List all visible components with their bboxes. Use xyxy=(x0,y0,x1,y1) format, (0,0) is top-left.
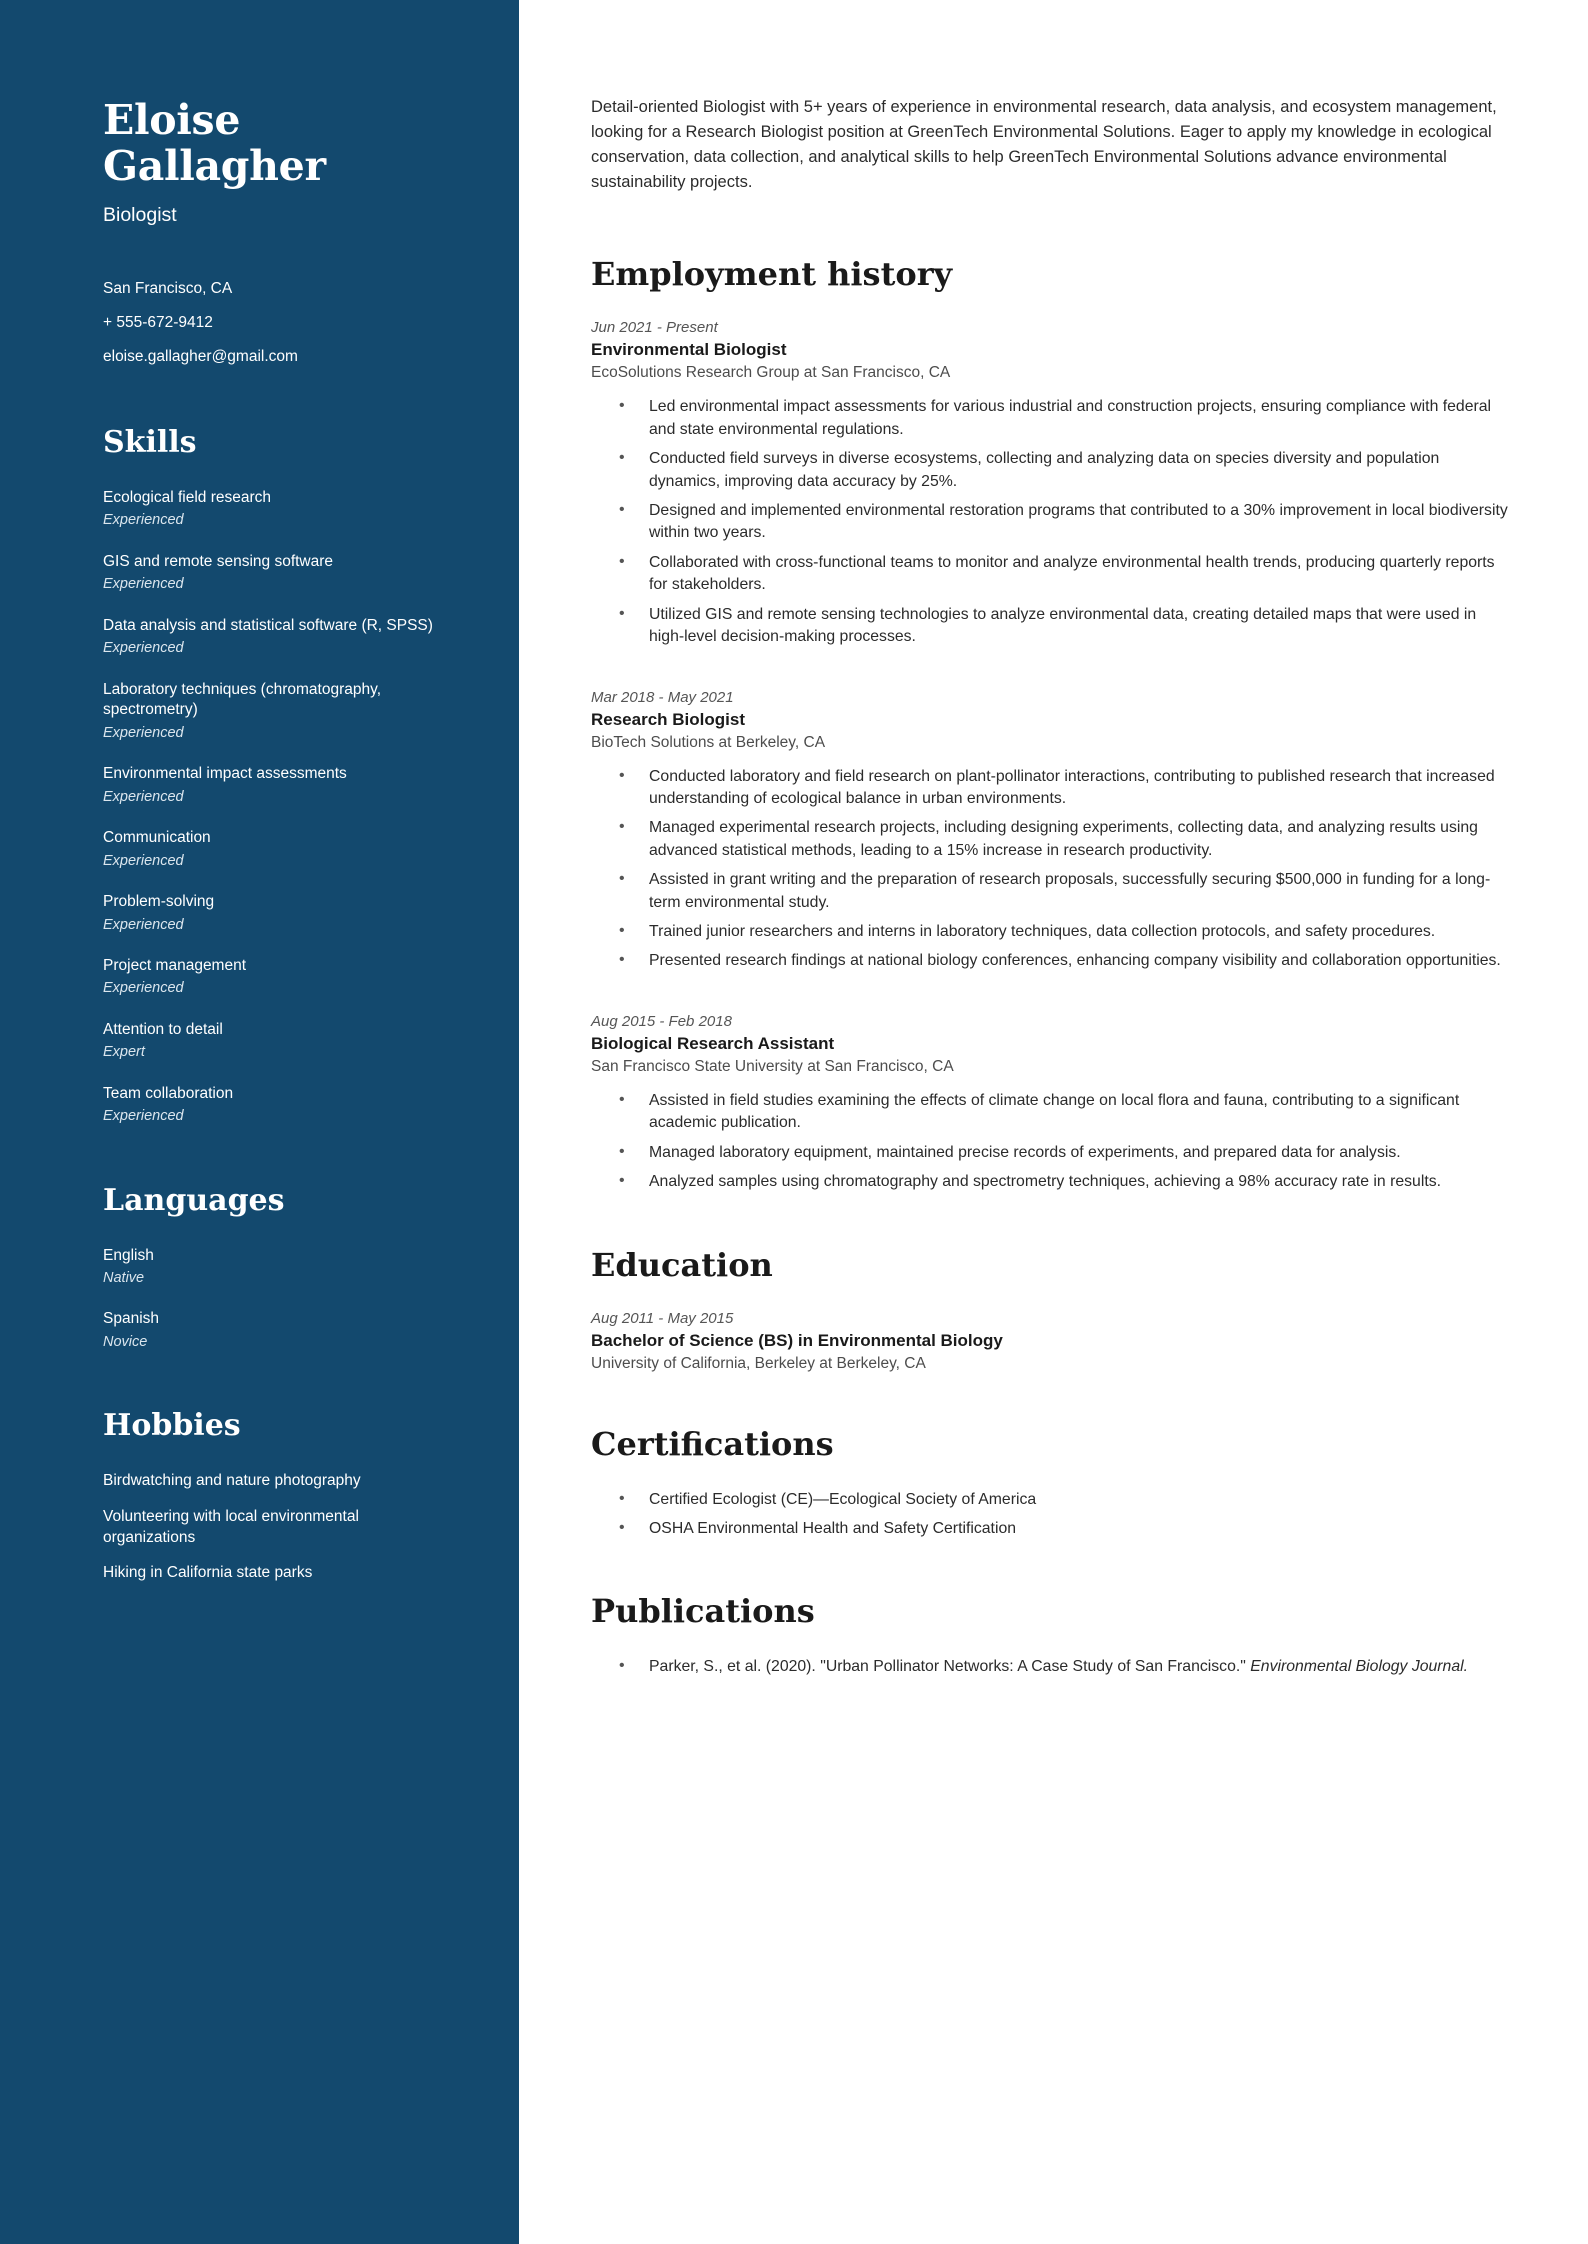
hobby-item xyxy=(103,1471,453,1492)
skill-label: Problem-solving xyxy=(103,892,215,910)
skill-label: Project management xyxy=(103,956,247,974)
skill-level: Experienced xyxy=(103,980,184,997)
skill-level: Experienced xyxy=(103,640,184,657)
hobbies-section xyxy=(103,1408,453,1583)
employment-role: Research Biologist xyxy=(591,709,745,729)
bullet-item: • Designed and implemented environmental restoration programs that contributed to a 30% improvement in local biodiversity within two years. xyxy=(591,500,1510,545)
skill-item xyxy=(103,828,453,871)
bullet-item: • Collaborated with cross-functional teams to monitor and analyze environmental health trends, producing quarterly reports for stakeholders. xyxy=(591,552,1510,597)
bullet-item: • Trained junior researchers and interns in laboratory techniques, data collection protocols, and safety procedures. xyxy=(591,921,1510,943)
certifications-section xyxy=(591,1425,1510,1541)
skill-label: Laboratory techniques (chromatography, spectrometry) xyxy=(103,680,382,719)
candidate-job-title: Biologist xyxy=(103,203,177,226)
employment-bullets xyxy=(591,396,1510,648)
skill-item xyxy=(103,680,453,744)
hobby-item xyxy=(103,1507,453,1548)
bullet-item: • Led environmental impact assessments for various industrial and construction projects, ensuring compliance with federal and state environmental regulations. xyxy=(591,396,1510,441)
skill-level: Experienced xyxy=(103,788,184,805)
skills-section xyxy=(103,425,453,1127)
skill-item xyxy=(103,764,453,807)
hobby-item xyxy=(103,1563,453,1584)
publication-journal: Environmental Biology Journal. xyxy=(1250,1658,1469,1676)
main-content xyxy=(519,0,1588,2244)
skill-level: Experienced xyxy=(103,1108,184,1125)
bullet-item: • Presented research findings at national biology conferences, enhancing company visibility and collaboration opportunities. xyxy=(591,950,1510,972)
languages-heading: Languages xyxy=(103,1182,285,1218)
bullet-item: • Assisted in field studies examining the effects of climate change on local flora and fauna, contributing to a significant academic publication. xyxy=(591,1090,1510,1135)
language-label: English xyxy=(103,1246,154,1264)
language-label: Spanish xyxy=(103,1310,160,1328)
certifications-list xyxy=(591,1489,1510,1541)
hobby-label: Birdwatching and nature photography xyxy=(103,1472,361,1490)
hobbies-heading: Hobbies xyxy=(103,1408,241,1444)
employment-role: Biological Research Assistant xyxy=(591,1033,835,1053)
bullet-item: • OSHA Environmental Health and Safety Certification xyxy=(591,1518,1510,1540)
bullet-item: • Analyzed samples using chromatography and spectrometry techniques, achieving a 98% accuracy rate in results. xyxy=(591,1171,1510,1193)
employment-dates: Mar 2018 - May 2021 xyxy=(591,688,734,706)
education-dates: Aug 2011 - May 2015 xyxy=(591,1309,734,1327)
publications-list xyxy=(591,1656,1510,1678)
education-entry xyxy=(591,1310,1510,1373)
skill-level: Expert xyxy=(103,1044,145,1061)
skill-level: Experienced xyxy=(103,852,184,869)
hobby-label: Volunteering with local environmental organizations xyxy=(103,1507,359,1546)
bullet-item: • Assisted in grant writing and the preparation of research proposals, successfully securing $500,000 in funding for a long-term environmental study. xyxy=(591,869,1510,914)
language-level: Native xyxy=(103,1270,145,1287)
employment-employer: San Francisco State University at San Francisco, CA xyxy=(591,1057,954,1075)
contact-email: eloise.gallagher@gmail.com xyxy=(103,347,298,365)
skill-label: Environmental impact assessments xyxy=(103,765,347,783)
skill-label: Ecological field research xyxy=(103,488,272,506)
skill-level: Experienced xyxy=(103,512,184,529)
bullet-item: • Managed experimental research projects, including designing experiments, collecting data, and analyzing results using advanced statistical methods, leading to a 15% increase in research productivity. xyxy=(591,817,1510,862)
bullet-item: • Conducted field surveys in diverse ecosystems, collecting and analyzing data on species diversity and population dynamics, improving data accuracy by 25%. xyxy=(591,448,1510,493)
publications-heading: Publications xyxy=(591,1592,815,1631)
contact-phone: + 555-672-9412 xyxy=(103,313,213,331)
bullet-item xyxy=(591,1656,1510,1678)
skill-label: Communication xyxy=(103,829,211,846)
employment-employer: BioTech Solutions at Berkeley, CA xyxy=(591,733,826,751)
skill-item xyxy=(103,616,453,659)
skills-heading: Skills xyxy=(103,424,197,460)
skill-item xyxy=(103,956,453,999)
skill-item xyxy=(103,892,453,935)
education-section xyxy=(591,1246,1510,1373)
education-school: University of California, Berkeley at Berkeley, CA xyxy=(591,1354,926,1372)
sidebar xyxy=(0,0,519,2244)
certifications-heading: Certifications xyxy=(591,1424,834,1463)
hobby-label: Hiking in California state parks xyxy=(103,1564,313,1582)
language-item xyxy=(103,1309,453,1352)
skill-level: Experienced xyxy=(103,724,184,741)
employment-entry xyxy=(591,1013,1510,1194)
candidate-name: Eloise Gallagher xyxy=(103,96,326,190)
publications-section xyxy=(591,1592,1510,1678)
skill-item xyxy=(103,552,453,595)
skill-label: Data analysis and statistical software (R, SPSS) xyxy=(103,616,433,634)
skill-label: Team collaboration xyxy=(103,1084,234,1102)
language-level: Novice xyxy=(103,1334,148,1351)
skill-item xyxy=(103,1020,453,1063)
skill-item xyxy=(103,1084,453,1127)
skill-label: GIS and remote sensing software xyxy=(103,552,334,570)
employment-role: Environmental Biologist xyxy=(591,340,787,360)
bullet-item: • Utilized GIS and remote sensing technologies to analyze environmental data, creating detailed maps that were used in high-level decision-making processes. xyxy=(591,604,1510,649)
employment-entry xyxy=(591,689,1510,973)
education-degree: Bachelor of Science (BS) in Environmental Biology xyxy=(591,1330,1003,1350)
bullet-item: • Certified Ecologist (CE)—Ecological Society of America xyxy=(591,1489,1510,1511)
employment-history-heading: Employment history xyxy=(591,255,953,294)
skill-level: Experienced xyxy=(103,576,184,593)
bullet-item: • Conducted laboratory and field research on plant-pollinator interactions, contributing to published research that increased understanding of ecological balance in urban environments. xyxy=(591,766,1510,811)
publication-text: Parker, S., et al. (2020). "Urban Pollinator Networks: A Case Study of San Francisco." xyxy=(649,1658,1251,1676)
employment-dates: Aug 2015 - Feb 2018 xyxy=(591,1012,732,1030)
skill-item xyxy=(103,488,453,531)
employment-dates: Jun 2021 - Present xyxy=(591,319,718,337)
employment-bullets xyxy=(591,766,1510,973)
languages-section xyxy=(103,1183,453,1353)
contact-block xyxy=(103,277,453,369)
employment-entry xyxy=(591,319,1510,648)
contact-location: San Francisco, CA xyxy=(103,279,233,297)
education-heading: Education xyxy=(591,1245,773,1284)
skill-label: Attention to detail xyxy=(103,1020,223,1038)
skill-level: Experienced xyxy=(103,916,184,933)
employment-employer: EcoSolutions Research Group at San Francisco, CA xyxy=(591,364,951,382)
employment-bullets xyxy=(591,1090,1510,1194)
employment-history-section xyxy=(591,255,1510,1193)
language-item xyxy=(103,1246,453,1289)
bullet-item: • Managed laboratory equipment, maintained precise records of experiments, and prepared data for analysis. xyxy=(591,1142,1510,1164)
professional-summary: Detail-oriented Biologist with 5+ years of experience in environmental research, data analysis, and ecosystem management, looking for a Research Biologist position at GreenTech Environmental Solutions. Eager to apply my knowledge in ecological conservation, data collection, and analytical skills to help GreenTech Environmental Solutions advance environmental sustainability projects. xyxy=(591,98,1497,192)
